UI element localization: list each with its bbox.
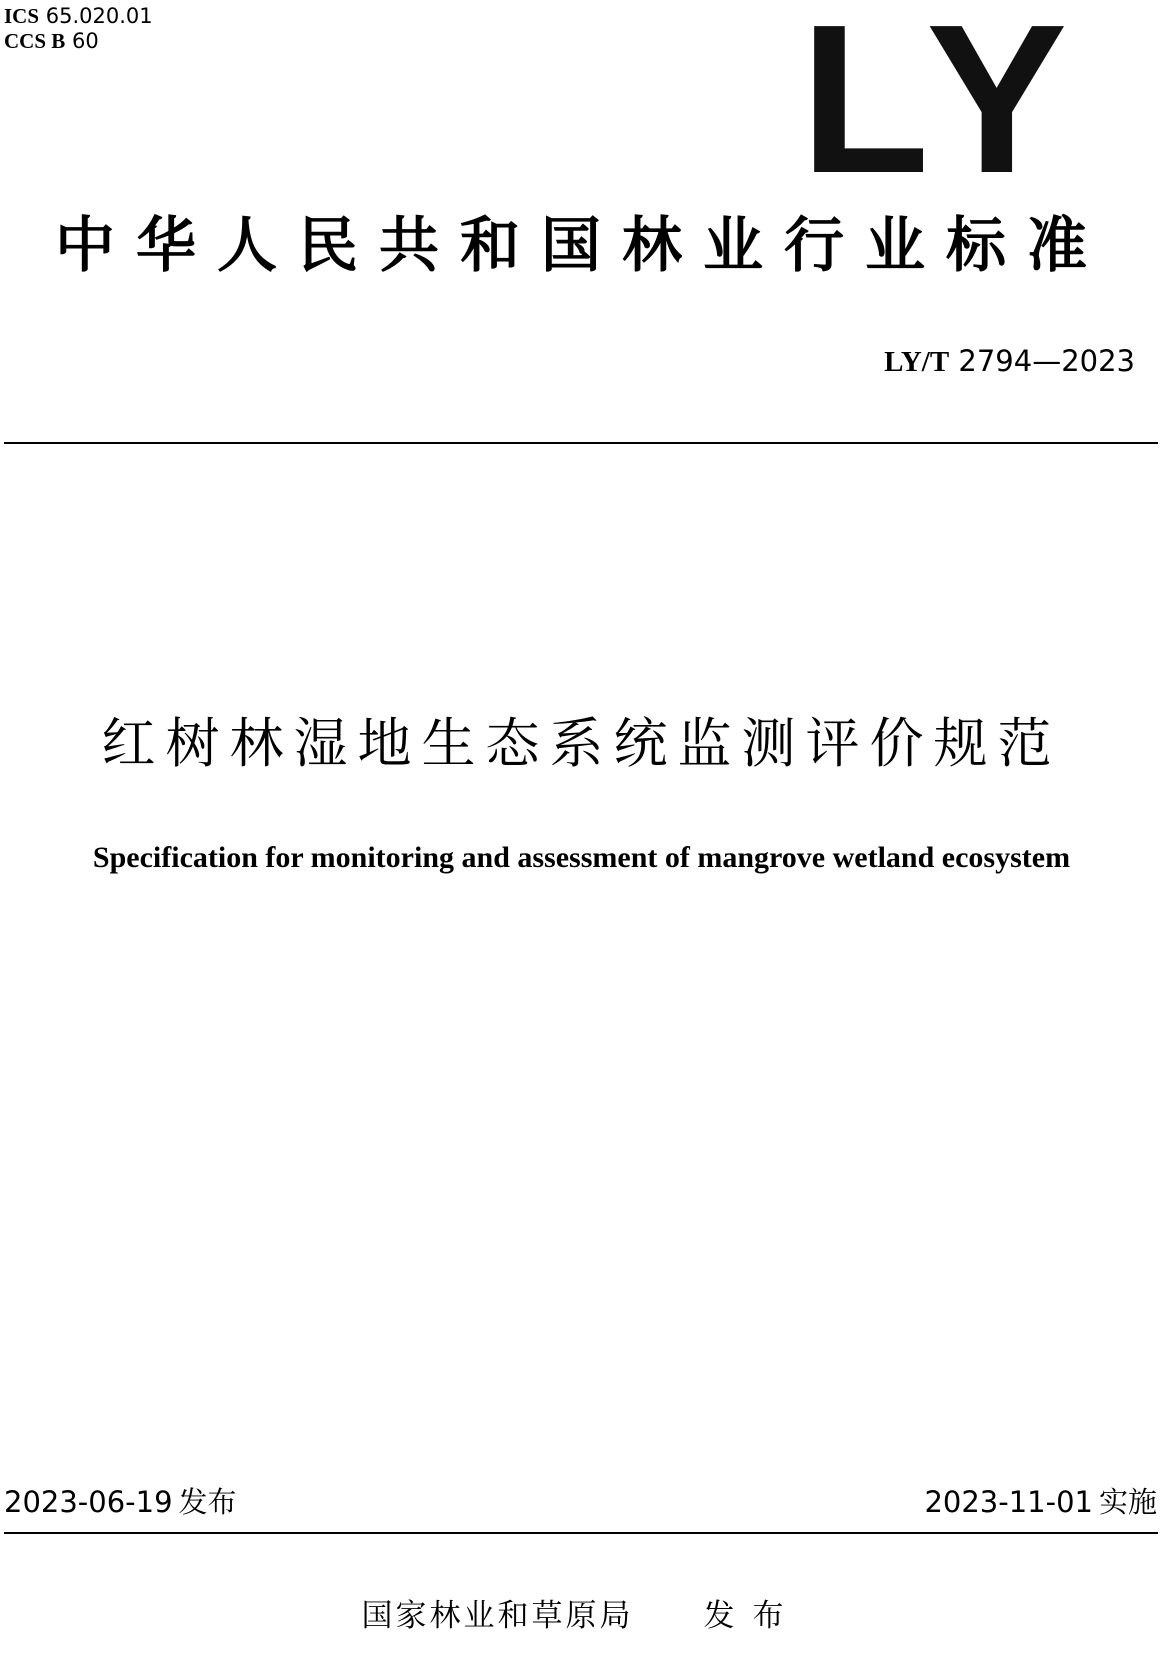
standard-number-value: 2794—2023	[958, 344, 1135, 378]
ics-code	[4, 4, 153, 29]
implementation-date-label: 实施	[1098, 1485, 1157, 1519]
implementation-date-value: 2023-11-01	[924, 1485, 1093, 1519]
implementation-date	[924, 1482, 1157, 1522]
publisher-action: 发布	[703, 1598, 802, 1634]
classification-codes	[4, 4, 153, 54]
standard-category-title: 中华人民共和国林业行业标准	[55, 211, 1108, 281]
bottom-divider	[4, 1532, 1158, 1534]
top-divider	[4, 442, 1158, 444]
standard-number-prefix: LY/T	[884, 346, 950, 378]
ics-label: ICS	[4, 4, 40, 28]
ccs-value: 60	[71, 29, 99, 53]
publisher	[0, 1594, 1163, 1638]
issue-date	[4, 1482, 237, 1522]
issue-date-value: 2023-06-19	[4, 1485, 173, 1519]
standard-number	[884, 343, 1135, 380]
document-title-chinese: 红树林湿地生态系统监测评价规范	[101, 712, 1062, 775]
ics-value: 65.020.01	[45, 4, 153, 28]
industry-mark: LY	[800, 0, 1084, 217]
ccs-code	[4, 29, 153, 54]
publisher-organization: 国家林业和草原局	[361, 1598, 634, 1634]
document-title-english: Specification for monitoring and assessment of mangrove wetland ecosystem	[92, 841, 1071, 874]
ccs-label: CCS B	[4, 29, 66, 53]
issue-date-label: 发布	[178, 1485, 237, 1519]
